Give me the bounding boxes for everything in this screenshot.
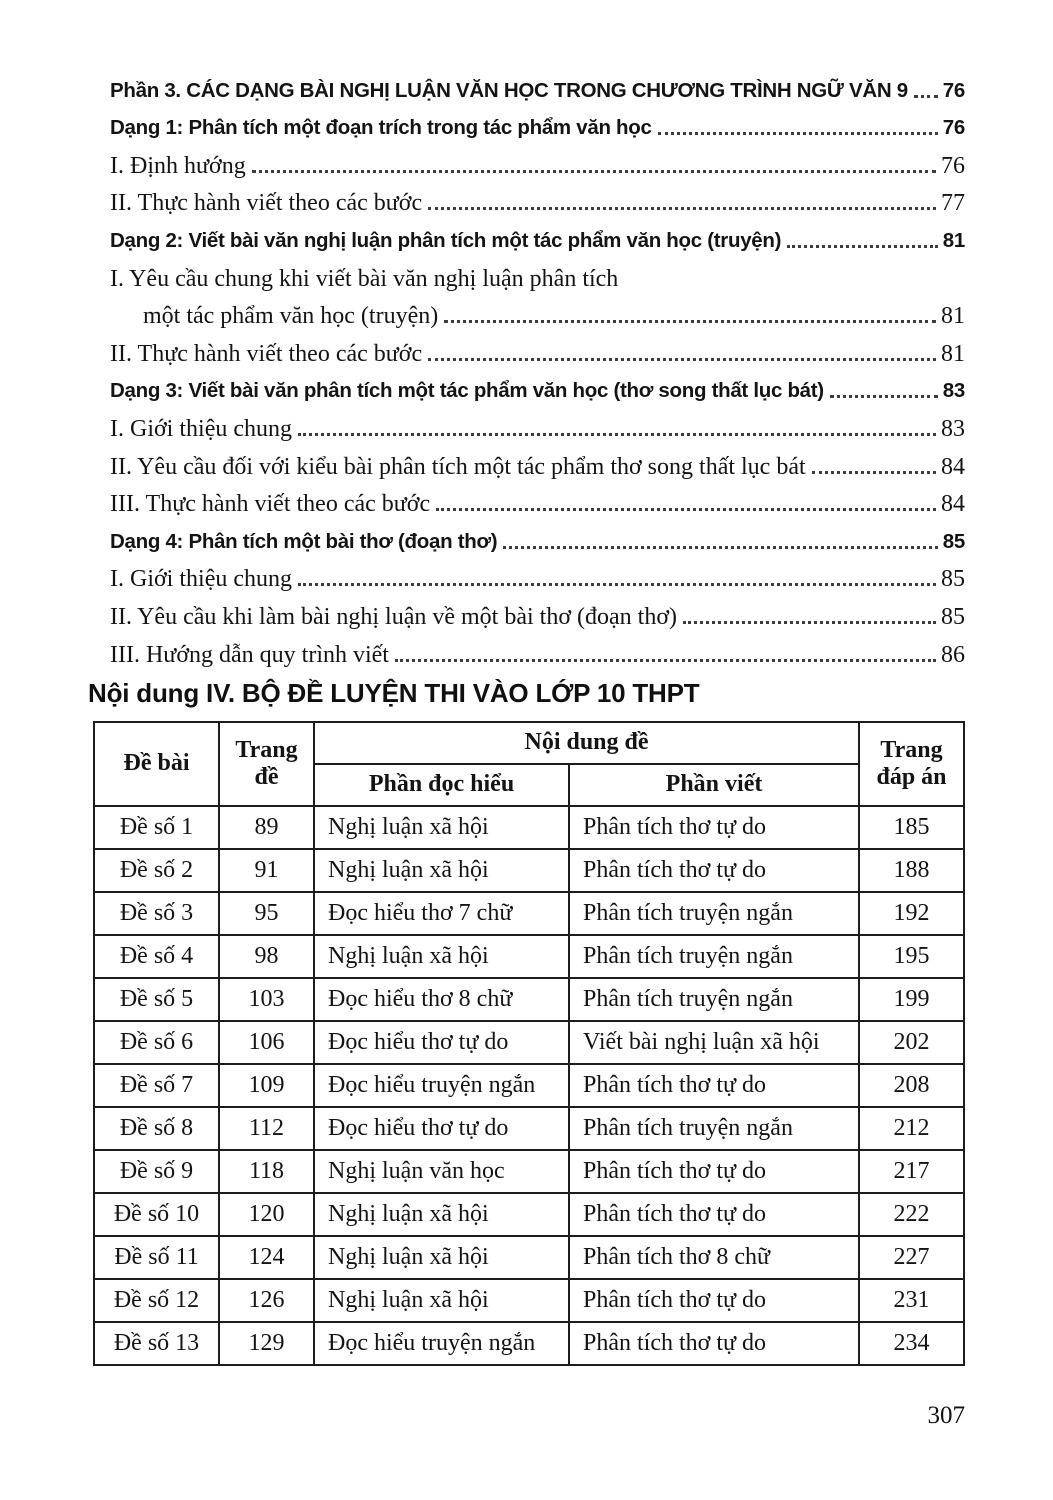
toc-entry-page: 81 <box>941 303 965 330</box>
table-row <box>94 1236 964 1279</box>
cell-phan-viet: Phân tích thơ tự do <box>569 1279 859 1322</box>
cell-trang-dap-an: 199 <box>859 978 964 1021</box>
cell-phan-doc-hieu: Nghị luận xã hội <box>314 849 569 892</box>
toc-entry-title: III. Thực hành viết theo các bước <box>110 491 431 518</box>
cell-trang-de: 129 <box>219 1322 314 1365</box>
table-row <box>94 892 964 935</box>
toc-entry-page: 77 <box>941 190 965 217</box>
cell-phan-viet: Phân tích thơ tự do <box>569 806 859 849</box>
exam-table <box>93 721 965 1366</box>
cell-phan-viet: Phân tích thơ tự do <box>569 1064 859 1107</box>
cell-de-bai: Đề số 1 <box>94 806 219 849</box>
exam-table-header <box>94 722 964 806</box>
cell-trang-de: 120 <box>219 1193 314 1236</box>
dot-leader <box>436 508 936 511</box>
cell-phan-doc-hieu: Đọc hiểu thơ 7 chữ <box>314 892 569 935</box>
table-row <box>94 806 964 849</box>
dot-leader <box>428 358 936 361</box>
toc-entry-page: 85 <box>941 603 965 630</box>
toc-entry <box>110 294 965 332</box>
dot-leader <box>914 95 938 98</box>
dot-leader <box>298 583 936 586</box>
dot-leader <box>812 471 936 474</box>
toc-entry <box>110 557 965 595</box>
dot-leader <box>395 659 936 662</box>
cell-phan-viet: Phân tích thơ tự do <box>569 1193 859 1236</box>
cell-de-bai: Đề số 8 <box>94 1107 219 1150</box>
toc-entry <box>110 143 965 181</box>
toc-entry-title: II. Thực hành viết theo các bước <box>110 340 423 367</box>
cell-phan-doc-hieu: Nghị luận văn học <box>314 1150 569 1193</box>
toc-entry-title: Dạng 2: Viết bài văn nghị luận phân tích một tác phẩm văn học (truyện) <box>110 228 782 252</box>
cell-phan-viet: Phân tích thơ tự do <box>569 849 859 892</box>
cell-phan-viet: Phân tích truyện ngắn <box>569 1107 859 1150</box>
cell-phan-viet: Phân tích truyện ngắn <box>569 892 859 935</box>
cell-de-bai: Đề số 12 <box>94 1279 219 1322</box>
cell-trang-de: 103 <box>219 978 314 1021</box>
cell-phan-doc-hieu: Đọc hiểu thơ 8 chữ <box>314 978 569 1021</box>
toc-entry-title: Dạng 1: Phân tích một đoạn trích trong tác phẩm văn học <box>110 116 652 140</box>
table-row <box>94 849 964 892</box>
cell-phan-viet: Phân tích truyện ngắn <box>569 935 859 978</box>
toc-entry <box>110 106 965 144</box>
cell-de-bai: Đề số 7 <box>94 1064 219 1107</box>
table-row <box>94 1021 964 1064</box>
toc-entry-page: 76 <box>942 116 965 140</box>
cell-trang-de: 89 <box>219 806 314 849</box>
dot-leader <box>252 170 936 173</box>
col-header-de-bai: Đề bài <box>94 722 219 806</box>
cell-trang-de: 95 <box>219 892 314 935</box>
toc-entry-page: 83 <box>941 415 965 442</box>
toc-entry-page: 84 <box>941 453 965 480</box>
toc-entry <box>110 444 965 482</box>
toc-entry <box>110 256 965 294</box>
table-row <box>94 1322 964 1365</box>
cell-trang-dap-an: 231 <box>859 1279 964 1322</box>
toc-entry-title: Dạng 3: Viết bài văn phân tích một tác phẩm văn học (thơ song thất lục bát) <box>110 379 824 403</box>
dot-leader <box>683 621 936 624</box>
cell-phan-doc-hieu: Nghị luận xã hội <box>314 1279 569 1322</box>
toc-entry-title: II. Thực hành viết theo các bước <box>110 190 423 217</box>
table-row <box>94 1279 964 1322</box>
cell-de-bai: Đề số 4 <box>94 935 219 978</box>
toc-entry-title: II. Yêu cầu khi làm bài nghị luận về một bài thơ (đoạn thơ) <box>110 603 678 630</box>
cell-trang-de: 124 <box>219 1236 314 1279</box>
cell-trang-dap-an: 234 <box>859 1322 964 1365</box>
toc-entry-title: I. Giới thiệu chung <box>110 566 292 593</box>
cell-trang-dap-an: 212 <box>859 1107 964 1150</box>
cell-trang-dap-an: 222 <box>859 1193 964 1236</box>
page-number: 307 <box>927 1402 965 1429</box>
table-row <box>94 1193 964 1236</box>
toc-entry <box>110 482 965 520</box>
cell-trang-de: 91 <box>219 849 314 892</box>
cell-trang-dap-an: 188 <box>859 849 964 892</box>
cell-trang-de: 109 <box>219 1064 314 1107</box>
cell-trang-de: 98 <box>219 935 314 978</box>
col-header-trang-dap-an: Trang đáp án <box>859 722 964 806</box>
dot-leader <box>444 320 936 323</box>
toc-entry <box>110 594 965 632</box>
toc-entry-title: I. Định hướng <box>110 152 246 179</box>
toc-entry-title: I. Giới thiệu chung <box>110 415 292 442</box>
cell-trang-de: 106 <box>219 1021 314 1064</box>
col-header-trang-de: Trang đề <box>219 722 314 806</box>
cell-phan-viet: Phân tích truyện ngắn <box>569 978 859 1021</box>
cell-phan-doc-hieu: Đọc hiểu thơ tự do <box>314 1021 569 1064</box>
toc-entry <box>110 218 965 256</box>
col-header-phan-doc-hieu: Phần đọc hiểu <box>314 764 569 806</box>
toc-entry-title: Dạng 4: Phân tích một bài thơ (đoạn thơ) <box>110 529 498 553</box>
cell-trang-de: 118 <box>219 1150 314 1193</box>
table-row <box>94 978 964 1021</box>
toc-entry-page: 85 <box>942 529 965 553</box>
table-row <box>94 1150 964 1193</box>
toc-entry <box>110 331 965 369</box>
toc-entry-title: I. Yêu cầu chung khi viết bài văn nghị luận phân tích <box>110 265 619 292</box>
cell-trang-dap-an: 208 <box>859 1064 964 1107</box>
toc-entry-page: 76 <box>941 152 965 179</box>
col-header-noi-dung-de: Nội dung đề <box>314 722 859 764</box>
cell-de-bai: Đề số 9 <box>94 1150 219 1193</box>
cell-phan-doc-hieu: Nghị luận xã hội <box>314 1193 569 1236</box>
toc-entry <box>110 519 965 557</box>
toc-entry <box>110 68 965 106</box>
dot-leader <box>787 245 938 248</box>
cell-phan-viet: Phân tích thơ tự do <box>569 1150 859 1193</box>
cell-phan-doc-hieu: Nghị luận xã hội <box>314 1236 569 1279</box>
dot-leader <box>298 433 936 436</box>
toc-entry-page: 83 <box>942 379 965 403</box>
cell-phan-doc-hieu: Đọc hiểu truyện ngắn <box>314 1064 569 1107</box>
toc-list <box>110 0 965 670</box>
cell-trang-dap-an: 192 <box>859 892 964 935</box>
toc-entry-title: Phần 3. CÁC DẠNG BÀI NGHỊ LUẬN VĂN HỌC TRONG CHƯƠNG TRÌNH NGỮ VĂN 9 <box>110 78 908 102</box>
toc-entry-page: 81 <box>942 228 965 252</box>
cell-trang-dap-an: 185 <box>859 806 964 849</box>
cell-trang-dap-an: 195 <box>859 935 964 978</box>
dot-leader <box>658 132 938 135</box>
cell-de-bai: Đề số 10 <box>94 1193 219 1236</box>
toc-entry-page: 81 <box>941 340 965 367</box>
table-row <box>94 1107 964 1150</box>
cell-de-bai: Đề số 5 <box>94 978 219 1021</box>
dot-leader <box>428 207 936 210</box>
cell-de-bai: Đề số 3 <box>94 892 219 935</box>
toc-entry-title: II. Yêu cầu đối với kiểu bài phân tích một tác phẩm thơ song thất lục bát <box>110 453 806 480</box>
toc-entry-title: III. Hướng dẫn quy trình viết <box>110 641 389 668</box>
toc-entry-title: một tác phẩm văn học (truyện) <box>143 303 439 330</box>
cell-de-bai: Đề số 13 <box>94 1322 219 1365</box>
toc-entry-page: 84 <box>941 491 965 518</box>
table-row <box>94 935 964 978</box>
section-heading: Nội dung IV. BỘ ĐỀ LUYỆN THI VÀO LỚP 10 THPT <box>88 677 700 708</box>
cell-trang-dap-an: 202 <box>859 1021 964 1064</box>
dot-leader <box>830 395 938 398</box>
toc-entry-page: 85 <box>941 566 965 593</box>
dot-leader <box>503 546 938 549</box>
cell-de-bai: Đề số 2 <box>94 849 219 892</box>
cell-phan-doc-hieu: Đọc hiểu truyện ngắn <box>314 1322 569 1365</box>
toc-entry-page: 86 <box>941 641 965 668</box>
cell-phan-doc-hieu: Nghị luận xã hội <box>314 806 569 849</box>
toc-entry-page: 76 <box>942 78 965 102</box>
toc-entry <box>110 369 965 407</box>
col-header-phan-viet: Phần viết <box>569 764 859 806</box>
cell-de-bai: Đề số 6 <box>94 1021 219 1064</box>
cell-phan-viet: Viết bài nghị luận xã hội <box>569 1021 859 1064</box>
cell-de-bai: Đề số 11 <box>94 1236 219 1279</box>
cell-phan-doc-hieu: Nghị luận xã hội <box>314 935 569 978</box>
cell-trang-de: 112 <box>219 1107 314 1150</box>
cell-phan-viet: Phân tích thơ 8 chữ <box>569 1236 859 1279</box>
cell-phan-doc-hieu: Đọc hiểu thơ tự do <box>314 1107 569 1150</box>
cell-phan-viet: Phân tích thơ tự do <box>569 1322 859 1365</box>
exam-table-body <box>94 806 964 1365</box>
cell-trang-dap-an: 217 <box>859 1150 964 1193</box>
toc-entry <box>110 632 965 670</box>
cell-trang-dap-an: 227 <box>859 1236 964 1279</box>
toc-entry <box>110 406 965 444</box>
cell-trang-de: 126 <box>219 1279 314 1322</box>
table-row <box>94 1064 964 1107</box>
toc-entry <box>110 181 965 219</box>
